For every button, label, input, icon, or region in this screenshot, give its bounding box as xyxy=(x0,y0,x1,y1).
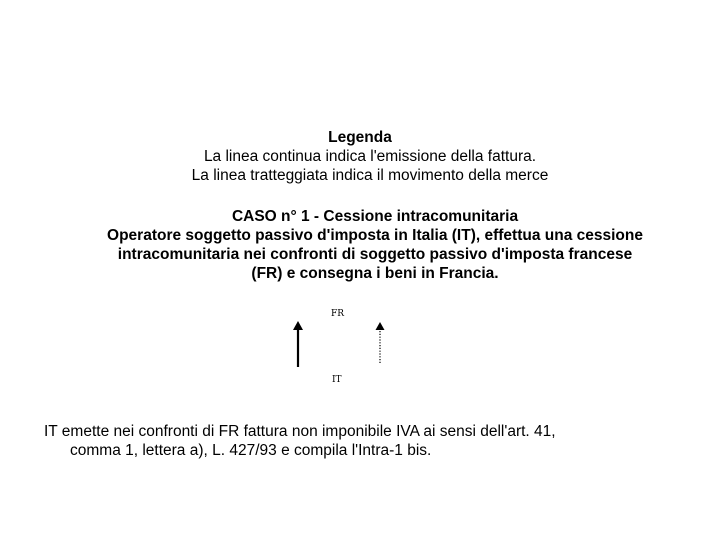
case-line-2: intracomunitaria nei confronti di soggetto passivo d'imposta francese xyxy=(117,246,633,263)
case-line-1: Operatore soggetto passivo d'imposta in Italia (IT), effettua una cessione xyxy=(107,227,643,244)
node-fr-label: FR xyxy=(331,309,345,319)
flow-diagram xyxy=(280,305,400,395)
note-line-1: IT emette nei confronti di FR fattura non imponibile IVA ai sensi dell'art. 41, xyxy=(44,423,556,440)
flow-arrows xyxy=(280,305,400,395)
case-line-3: (FR) e consegna i beni in Francia. xyxy=(251,265,499,282)
note-line-2: comma 1, lettera a), L. 427/93 e compila l'Intra-1 bis. xyxy=(70,442,432,459)
dotted-goods-arrow xyxy=(376,322,385,363)
legend xyxy=(0,128,720,185)
legend-title: Legenda xyxy=(328,129,392,146)
node-it-label: IT xyxy=(332,375,342,385)
case-description xyxy=(40,207,710,283)
legend-dashed-line-text: La linea tratteggiata indica il movimento della merce xyxy=(191,167,549,184)
legend-solid-line-text: La linea continua indica l'emissione della fattura. xyxy=(203,148,537,165)
explanatory-note xyxy=(44,422,704,460)
case-title: CASO n° 1 - Cessione intracomunitaria xyxy=(231,208,519,225)
solid-invoice-arrow xyxy=(293,321,303,367)
